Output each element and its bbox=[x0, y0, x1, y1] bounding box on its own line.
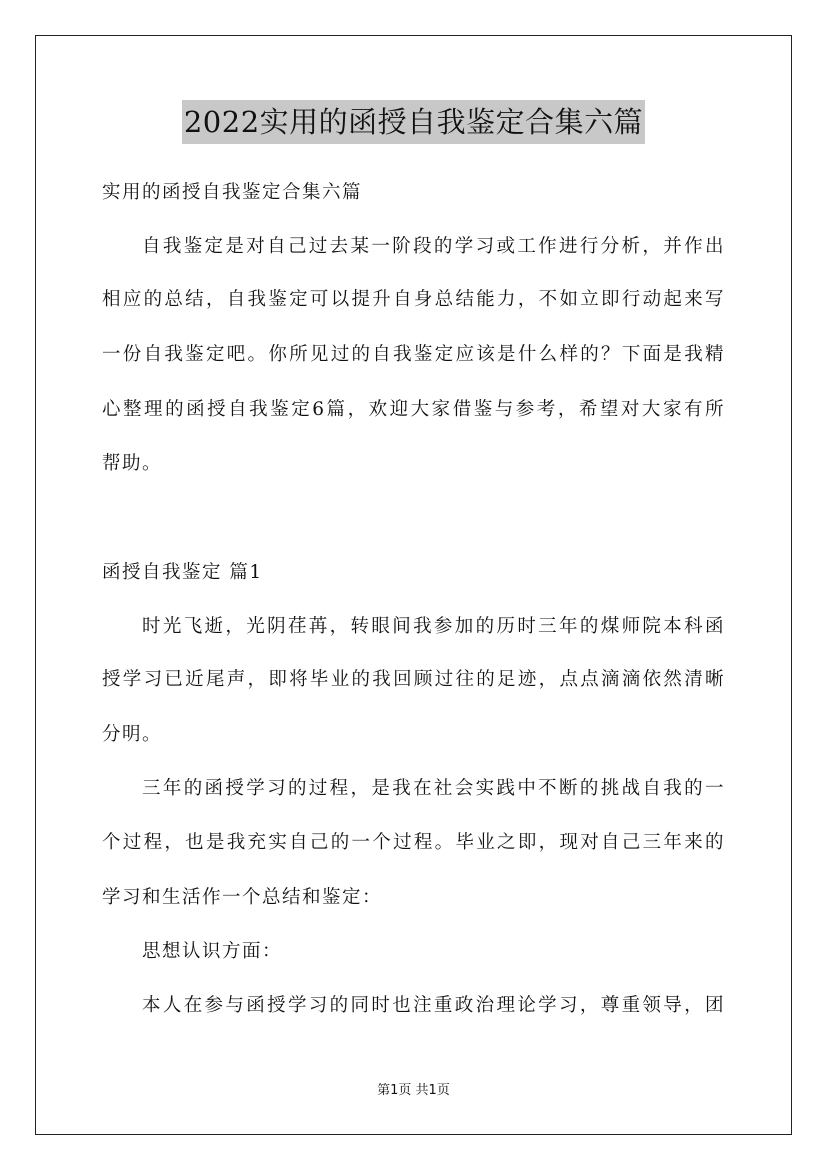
document-subtitle: 实用的函授自我鉴定合集六篇 bbox=[102, 182, 363, 203]
intro-line: 心整理的函授自我鉴定6篇，欢迎大家借鉴与参考，希望对大家有所 bbox=[102, 399, 725, 420]
document-title: 2022实用的函授自我鉴定合集六篇 bbox=[182, 100, 645, 144]
paragraph-line: 三年的函授学习的过程，是我在社会实践中不断的挑战自我的一 bbox=[142, 778, 725, 799]
paragraph-line: 本人在参与函授学习的同时也注重政治理论学习，尊重领导，团 bbox=[142, 995, 725, 1016]
paragraph-line: 个过程，也是我充实自己的一个过程。毕业之即，现对自己三年来的 bbox=[102, 832, 725, 853]
paragraph-line: 分明。 bbox=[102, 724, 163, 745]
section-heading: 函授自我鉴定 篇1 bbox=[102, 562, 263, 583]
paragraph-line: 时光飞逝，光阴荏苒，转眼间我参加的历时三年的煤师院本科函 bbox=[142, 616, 725, 637]
intro-line: 相应的总结，自我鉴定可以提升自身总结能力，不如立即行动起来写 bbox=[102, 289, 725, 310]
subsection-heading: 思想认识方面： bbox=[142, 941, 283, 962]
intro-line: 一份自我鉴定吧。你所见过的自我鉴定应该是什么样的？下面是我精 bbox=[102, 344, 725, 365]
paragraph-line: 授学习已近尾声，即将毕业的我回顾过往的足迹，点点滴滴依然清晰 bbox=[102, 669, 725, 690]
paragraph-line: 学习和生活作一个总结和鉴定： bbox=[102, 887, 383, 908]
page-footer: 第1页 共1页 bbox=[377, 1083, 450, 1098]
intro-line: 自我鉴定是对自己过去某一阶段的学习或工作进行分析，并作出 bbox=[142, 236, 725, 257]
intro-line: 帮助。 bbox=[102, 453, 163, 474]
title-container bbox=[0, 100, 827, 144]
